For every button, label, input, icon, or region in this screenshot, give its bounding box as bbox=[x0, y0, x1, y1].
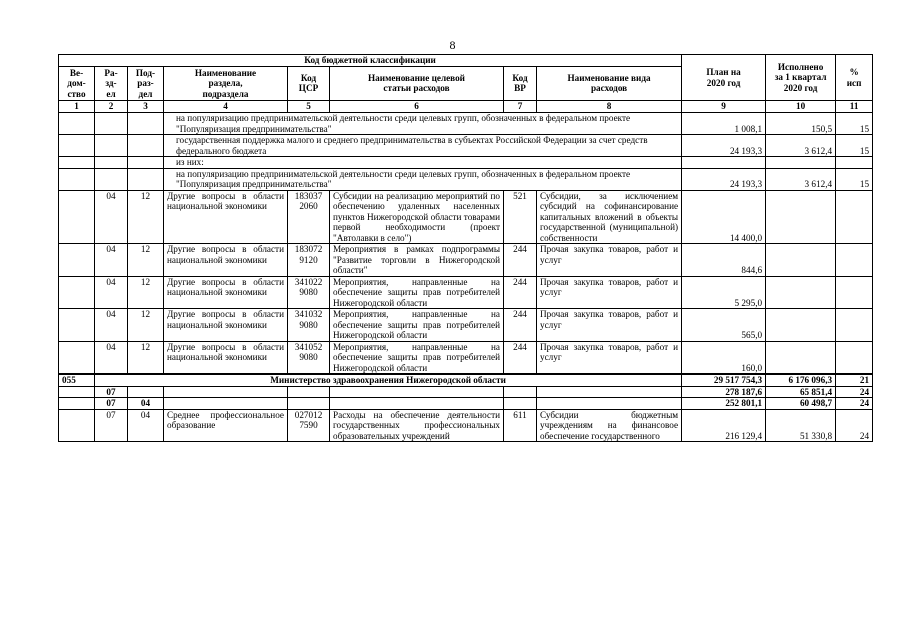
section-name: Другие вопросы в области национальной экономики bbox=[164, 309, 288, 342]
section-code: 04 bbox=[95, 341, 128, 374]
empty-cell bbox=[128, 113, 164, 135]
subsection-code: 04 bbox=[128, 409, 164, 442]
execution-percent bbox=[836, 309, 873, 342]
col-header-6: Наименование целевой статьи расходов bbox=[330, 66, 504, 101]
execution-percent: 24 bbox=[836, 386, 873, 398]
empty-cell bbox=[330, 398, 504, 410]
plan-2020: 252 801,1 bbox=[682, 398, 766, 410]
executed-q1 bbox=[766, 157, 836, 169]
section-name: Другие вопросы в области национальной экономики bbox=[164, 341, 288, 374]
execution-percent: 24 bbox=[836, 409, 873, 442]
empty-cell bbox=[330, 386, 504, 398]
col-header-4: Наименование раздела, подраздела bbox=[164, 66, 288, 101]
plan-2020: 278 187,6 bbox=[682, 386, 766, 398]
col-header-11: % исп bbox=[836, 55, 873, 101]
expense-type-name: Субсидии, за исключением субсидий на софинансирование капитальных вложений в объекты государственной (муниципальной) собственности bbox=[537, 190, 682, 244]
execution-percent bbox=[836, 244, 873, 277]
empty-cell bbox=[95, 157, 128, 169]
col-header-1: Ве- дом- ство bbox=[59, 66, 95, 101]
execution-percent bbox=[836, 157, 873, 169]
execution-percent: 15 bbox=[836, 113, 873, 135]
table-row bbox=[59, 168, 873, 190]
dept-code bbox=[59, 244, 95, 277]
col-number-5: 5 bbox=[288, 101, 330, 113]
vr-code: 244 bbox=[504, 276, 537, 309]
plan-2020: 216 129,4 bbox=[682, 409, 766, 442]
vr-code: 244 bbox=[504, 341, 537, 374]
empty-cell bbox=[537, 398, 682, 410]
target-article-name: Мероприятия в рамках подпрограммы "Развитие торговли в Нижегородской области" bbox=[330, 244, 504, 277]
ministry-name: Министерство здравоохранения Нижегородской области bbox=[95, 374, 682, 386]
target-article-name: Мероприятия, направленные на обеспечение защиты прав потребителей Нижегородской области bbox=[330, 341, 504, 374]
execution-percent: 15 bbox=[836, 135, 873, 157]
csr-code: 341022 9080 bbox=[288, 276, 330, 309]
executed-q1: 3 612,4 bbox=[766, 135, 836, 157]
table-row bbox=[59, 190, 873, 244]
dept-code bbox=[59, 190, 95, 244]
executed-q1 bbox=[766, 341, 836, 374]
plan-2020: 14 400,0 bbox=[682, 190, 766, 244]
csr-code: 183037 2060 bbox=[288, 190, 330, 244]
budget-table bbox=[58, 54, 873, 442]
col-header-8: Наименование вида расходов bbox=[537, 66, 682, 101]
col-number-4: 4 bbox=[164, 101, 288, 113]
col-header-7: Код ВР bbox=[504, 66, 537, 101]
table-row bbox=[59, 135, 873, 157]
plan-2020: 160,0 bbox=[682, 341, 766, 374]
empty-cell bbox=[288, 386, 330, 398]
col-number-10: 10 bbox=[766, 101, 836, 113]
col-number-9: 9 bbox=[682, 101, 766, 113]
subsection-code: 12 bbox=[128, 276, 164, 309]
vr-code: 521 bbox=[504, 190, 537, 244]
executed-q1 bbox=[766, 244, 836, 277]
table-row bbox=[59, 386, 873, 398]
subsection-code: 12 bbox=[128, 341, 164, 374]
expense-type-name: Субсидии бюджетным учреждениям на финансовое обеспечение государственного bbox=[537, 409, 682, 442]
executed-q1: 6 176 096,3 bbox=[766, 374, 836, 386]
executed-q1: 3 612,4 bbox=[766, 168, 836, 190]
table-row bbox=[59, 341, 873, 374]
empty-cell bbox=[504, 386, 537, 398]
section-code: 07 bbox=[95, 398, 128, 410]
csr-code: 341032 9080 bbox=[288, 309, 330, 342]
execution-percent bbox=[836, 341, 873, 374]
col-number-7: 7 bbox=[504, 101, 537, 113]
dept-code bbox=[59, 341, 95, 374]
executed-q1 bbox=[766, 190, 836, 244]
execution-percent bbox=[836, 190, 873, 244]
row-description: на популяризацию предпринимательской деятельности среди целевых групп, обозначенных в федеральном проекте "Популяризация предпринимательства" bbox=[164, 113, 682, 135]
plan-2020: 24 193,3 bbox=[682, 135, 766, 157]
section-name: Другие вопросы в области национальной экономики bbox=[164, 276, 288, 309]
col-header-2: Ра- зд- ел bbox=[95, 66, 128, 101]
dept-code bbox=[59, 276, 95, 309]
group-title: Код бюджетной классификации bbox=[59, 55, 682, 67]
csr-code: 027012 7590 bbox=[288, 409, 330, 442]
plan-2020: 844,6 bbox=[682, 244, 766, 277]
empty-cell bbox=[59, 168, 95, 190]
col-header-5: Код ЦСР bbox=[288, 66, 330, 101]
table-row bbox=[59, 113, 873, 135]
section-code: 04 bbox=[95, 244, 128, 277]
section-name: Другие вопросы в области национальной экономики bbox=[164, 190, 288, 244]
table-row bbox=[59, 244, 873, 277]
section-code: 04 bbox=[95, 276, 128, 309]
page-number: 8 bbox=[449, 38, 456, 52]
dept-code bbox=[59, 409, 95, 442]
dept-code bbox=[59, 398, 95, 410]
executed-q1: 60 498,7 bbox=[766, 398, 836, 410]
execution-percent: 15 bbox=[836, 168, 873, 190]
section-name: Среднее профессиональное образование bbox=[164, 409, 288, 442]
plan-2020: 24 193,3 bbox=[682, 168, 766, 190]
plan-2020: 1 008,1 bbox=[682, 113, 766, 135]
col-header-3: Под- раз- дел bbox=[128, 66, 164, 101]
csr-code: 183072 9120 bbox=[288, 244, 330, 277]
empty-cell bbox=[128, 168, 164, 190]
target-article-name: Расходы на обеспечение деятельности государственных профессиональных образовательных учреждений bbox=[330, 409, 504, 442]
execution-percent: 21 bbox=[836, 374, 873, 386]
expense-type-name: Прочая закупка товаров, работ и услуг bbox=[537, 276, 682, 309]
empty-cell bbox=[128, 135, 164, 157]
empty-cell bbox=[59, 157, 95, 169]
execution-percent bbox=[836, 276, 873, 309]
subsection-code: 12 bbox=[128, 309, 164, 342]
empty-cell bbox=[537, 386, 682, 398]
table-row bbox=[59, 409, 873, 442]
empty-cell bbox=[59, 113, 95, 135]
col-header-9: План на 2020 год bbox=[682, 55, 766, 101]
table-body bbox=[59, 113, 873, 442]
table-row bbox=[59, 157, 873, 169]
table-row bbox=[59, 398, 873, 410]
empty-cell bbox=[164, 386, 288, 398]
subsection-code: 12 bbox=[128, 190, 164, 244]
dept-code: 055 bbox=[59, 374, 95, 386]
empty-cell bbox=[288, 398, 330, 410]
executed-q1 bbox=[766, 309, 836, 342]
empty-cell bbox=[128, 157, 164, 169]
row-description: на популяризацию предпринимательской деятельности среди целевых групп, обозначенных в федеральном проекте "Популяризация предпринимательства" bbox=[164, 168, 682, 190]
executed-q1: 51 330,8 bbox=[766, 409, 836, 442]
col-number-1: 1 bbox=[59, 101, 95, 113]
row-description: из них: bbox=[164, 157, 682, 169]
expense-type-name: Прочая закупка товаров, работ и услуг bbox=[537, 309, 682, 342]
vr-code: 244 bbox=[504, 244, 537, 277]
empty-cell bbox=[95, 113, 128, 135]
row-description: государственная поддержка малого и среднего предпринимательства в субъектах Российской Федерации за счет средств федерального бюджета bbox=[164, 135, 682, 157]
empty-cell bbox=[95, 135, 128, 157]
plan-2020: 29 517 754,3 bbox=[682, 374, 766, 386]
executed-q1: 65 851,4 bbox=[766, 386, 836, 398]
target-article-name: Мероприятия, направленные на обеспечение защиты прав потребителей Нижегородской области bbox=[330, 309, 504, 342]
subsection-code: 04 bbox=[128, 398, 164, 410]
empty-cell bbox=[95, 168, 128, 190]
vr-code: 611 bbox=[504, 409, 537, 442]
dept-code bbox=[59, 309, 95, 342]
subsection-code bbox=[128, 386, 164, 398]
section-code: 04 bbox=[95, 190, 128, 244]
empty-cell bbox=[164, 398, 288, 410]
vr-code: 244 bbox=[504, 309, 537, 342]
col-number-6: 6 bbox=[330, 101, 504, 113]
executed-q1 bbox=[766, 276, 836, 309]
section-code: 04 bbox=[95, 309, 128, 342]
expense-type-name: Прочая закупка товаров, работ и услуг bbox=[537, 244, 682, 277]
dept-code bbox=[59, 386, 95, 398]
plan-2020 bbox=[682, 157, 766, 169]
executed-q1: 150,5 bbox=[766, 113, 836, 135]
target-article-name: Мероприятия, направленные на обеспечение защиты прав потребителей Нижегородской области bbox=[330, 276, 504, 309]
section-code: 07 bbox=[95, 409, 128, 442]
col-number-11: 11 bbox=[836, 101, 873, 113]
table-row bbox=[59, 276, 873, 309]
empty-cell bbox=[504, 398, 537, 410]
col-header-10: Исполнено за 1 квартал 2020 год bbox=[766, 55, 836, 101]
plan-2020: 565,0 bbox=[682, 309, 766, 342]
plan-2020: 5 295,0 bbox=[682, 276, 766, 309]
section-name: Другие вопросы в области национальной экономики bbox=[164, 244, 288, 277]
col-number-8: 8 bbox=[537, 101, 682, 113]
table-row bbox=[59, 309, 873, 342]
expense-type-name: Прочая закупка товаров, работ и услуг bbox=[537, 341, 682, 374]
execution-percent: 24 bbox=[836, 398, 873, 410]
col-number-3: 3 bbox=[128, 101, 164, 113]
subsection-code: 12 bbox=[128, 244, 164, 277]
col-number-2: 2 bbox=[95, 101, 128, 113]
section-code: 07 bbox=[95, 386, 128, 398]
table-row bbox=[59, 374, 873, 386]
table-header bbox=[59, 55, 873, 113]
target-article-name: Субсидии на реализацию мероприятий по обеспечению удаленных населенных пунктов Нижегородской области товарами первой необходимости (проект "Автолавки в село") bbox=[330, 190, 504, 244]
csr-code: 341052 9080 bbox=[288, 341, 330, 374]
empty-cell bbox=[59, 135, 95, 157]
